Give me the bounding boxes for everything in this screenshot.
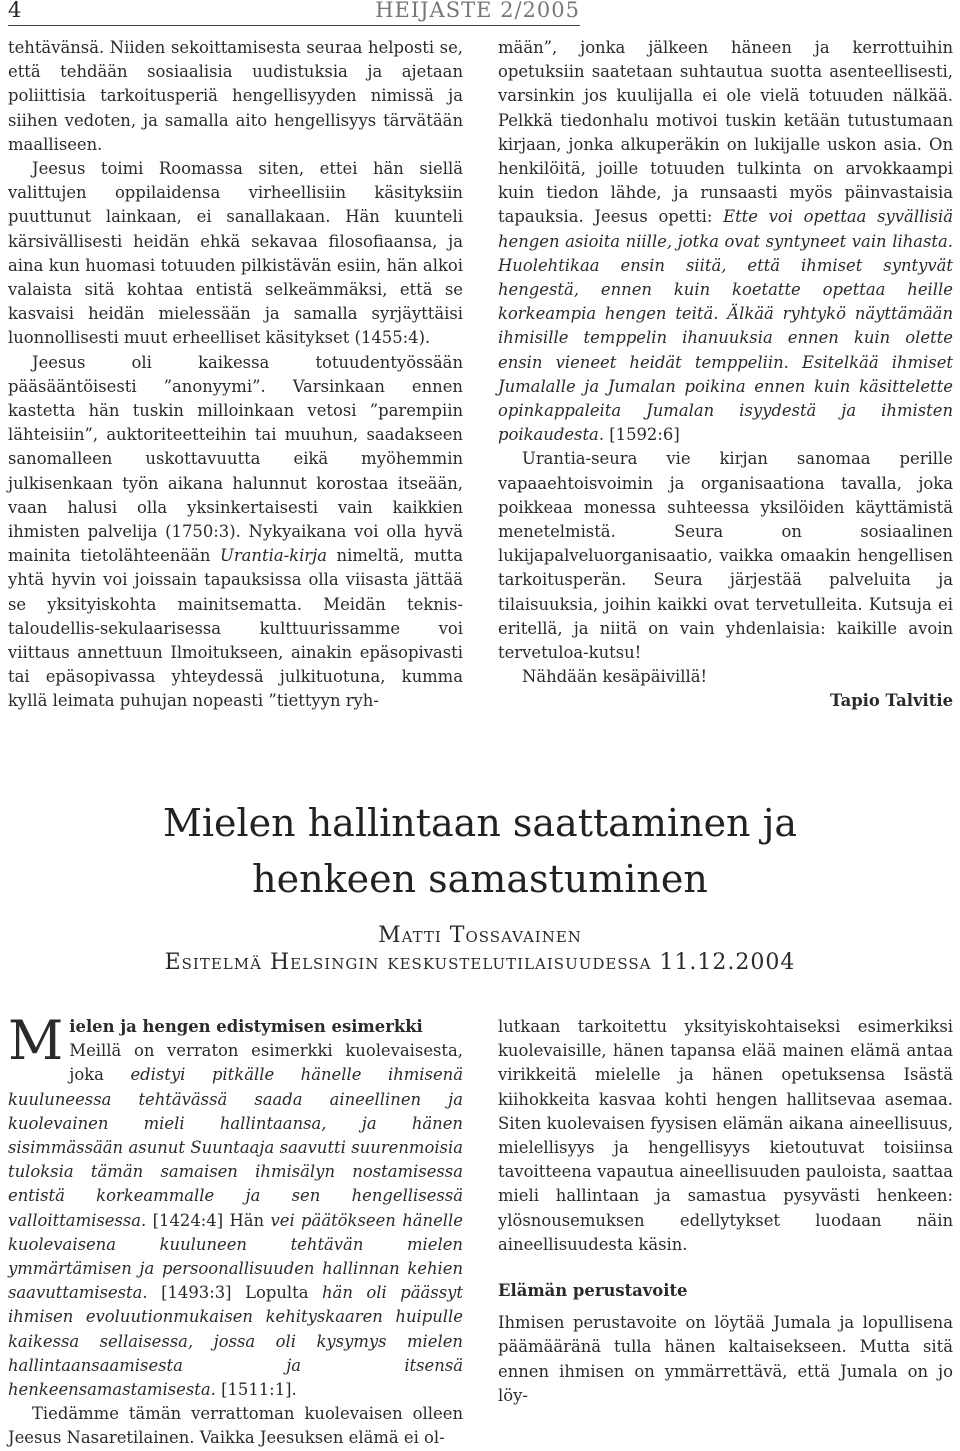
page-header bbox=[8, 0, 580, 24]
text-run: nimeltä, mutta yhtä hyvin voi joissain tapauksissa olla viisasta jättää se yksityiskohta mainitsematta. Meidän teknis-taloudellis-sekulaarisessa kulttuurissamme voi viittaus annettuun Ilmoitukseen, ainakin epäsopivasti tai epäsopivassa yhteydessä julkituotuna, kumma kyllä leimata puhujan nopeasti ”tiettyyn ryh- bbox=[8, 546, 463, 711]
text-run: mään”, jonka jälkeen häneen ja kerrottuihin opetuksiin saatetaan suhtautua suotta asenteellisesti, varsinkin jos kuulijalla ei ole vielä totuuden nälkää. Pelkkä tiedonhalu motivoi tuskin ketään tutustumaan kirjaan, jonka alkuperäkin on lukijalle uskon asia. On henkilöitä, joille totuuden tulkinta on arvokkaampi kuin tiedon lähde, ja runsaasti myös päinvastaisia tapauksia. Jeesus opetti: bbox=[498, 38, 953, 227]
drop-cap: M bbox=[8, 1009, 64, 1072]
text-run: Meillä on verraton esimerkki kuolevaisesta, joka bbox=[69, 1041, 463, 1085]
section-heading: Elämän perustavoite bbox=[498, 1281, 688, 1301]
title-line: Mielen hallintaan saattaminen ja bbox=[162, 801, 798, 845]
paragraph: Jeesus toimi Roomassa siten, ettei hän siellä valittujen oppilaidensa virheellisiin käsityksiin puuttunut lainkaan, ei sanallakaan. Hän kuunteli kärsivällisesti heidän ehkä sekavaa filosofiaansa, ja aina kun huomasi totuuden pilkistävän esiin, hän alkoi valaista sitä kohtaa entistä selkeämmäksi, että se kasvaisi heidän mielessään ja samalla syrjäyttäisi luonnollisesti muut erheelliset käsitykset (1455:4). bbox=[8, 159, 463, 348]
article-title bbox=[0, 795, 960, 907]
book-title: Urantia-kirja bbox=[220, 546, 327, 566]
column-bottom-left bbox=[8, 1009, 463, 1451]
paragraph bbox=[8, 1009, 463, 1402]
quote: edistyi pitkälle hänelle ihmisenä kuuluneessa tehtävässä saada aineellinen ja kuolevainen mieli hallintaansa, ja hänen sisimmässään asunut Suuntaaja saavutti suurenmoisia tuloksia tämän samaisen ihmisälyn nostamisessa entistä korkeammalle ja sen hengellisessä valloittamisessa. bbox=[8, 1065, 463, 1230]
column-top-right bbox=[498, 36, 953, 714]
quote: Ette voi opettaa syvällisiä hengen asioita niille, jotka ovat syntyneet vain lihasta. Huolehtikaa ensin siitä, että ihmiset syntyvät hengestä, ennen kuin koetatte opettaa heille korkeampia hengen teitä. Älkää ryhtykö näyttämään ihmisille temppelin ihanuuksia ennen kuin olette ensin vieneet heidät temppeliin. Esitelkää ihmiset Jumalalle ja Jumalan poikina ennen kuin käsittelette opinkappaleita Jumalan isyydestä ja ihmisten poikaudesta. bbox=[498, 207, 953, 445]
paragraph: Ihmisen perustavoite on löytää Jumala ja lopullisena päämääränä tulla hänen kaltaisekseen. Mutta sitä ennen ihmisen on ymmärrettävä, että Jumala on jo löy- bbox=[498, 1313, 953, 1405]
text-run: Jeesus oli kaikessa totuudentyössään pääsääntöisesti ”anonyymi”. Varsinkaan ennen kastetta hän tuskin milloinkaan vetosi ”parempiin lähteisiin”, auktoriteetteihin tai muuhun, saadakseen sanomalleen uskottavuutta eikä myöhemmin julkisenkaan työn aikana halunnut korostaa itseään, vaan halusi olla yksinkertaisesti vain kaikkien ihmisten palvelija (1750:3). Nykyaikana voi olla hyvä mainita tietolähteenään bbox=[8, 352, 463, 566]
paragraph: Urantia-seura vie kirjan sanomaa perille vapaaehtoisvoimin ja organisaationa tavalla, joka poikkeaa monessa suhteessa yksilöiden käyttämistä menetelmistä. Seura on sosiaalinen lukijapalveluorganisaatio, vaikka omaakin hengellisen tarkoitusperän. Seura järjestää palveluita ja tilaisuuksia, joihin kaikki ovat tervetulleita. Kutsuja ei eritellä, ja niitä on vain yhdenlaisia: kaikille avoin tervetuloa-kutsu! bbox=[498, 449, 953, 663]
column-top-left bbox=[8, 36, 463, 714]
quote: hän oli päässyt ihmisen evoluutionmukaisen kehityskaaren huipulle kaikessa sellaisessa, jossa oli kysymys mielen hallintaansaamisesta ja itsensä henkeensamastamisesta. bbox=[8, 1283, 463, 1400]
article-subtitle: Esitelmä Helsingin keskustelutilaisuudessa 11.12.2004 bbox=[164, 950, 796, 975]
paragraph: Tiedämme tämän verrattoman kuolevaisen olleen Jeesus Nasaretilainen. Vaikka Jeesuksen elämä ei ol- bbox=[8, 1404, 463, 1448]
section-heading: ielen ja hengen edistymisen esimerkki bbox=[69, 1017, 423, 1036]
paragraph: tehtävänsä. Niiden sekoittamisesta seuraa helposti se, että tehdään sosiaalisia uudistuksia ja ajetaan poliittisia tarkoitusperiä hengellisyyden nimissä ja siihen vedoten, ja samalla aito hengellisyys tärvätään maalliseen. bbox=[8, 38, 463, 154]
page-number: 4 bbox=[8, 0, 22, 22]
text-run: [1511:1]. bbox=[215, 1380, 297, 1400]
signoff: Nähdään kesäpäivillä! bbox=[522, 667, 708, 687]
quote: vei päätökseen hänelle kuolevaisena kuuluneen tehtävän mielen ymmärtämisen ja persoonallisuuden hallinnan kehien saavuttamisesta. bbox=[8, 1210, 463, 1303]
paragraph: lutkaan tarkoitettu yksityiskohtaiseksi esimerkiksi kuolevaisille, hänen tapansa elää mainen elämä antaa virikkeitä mielelle ja hänen opetuksensa Isästä kiihokkeita kasvaa kohti hengen hallitsevaa asemaa. Siten kuolevaisen fyysisen elämän aikana aineellisuus, mielellisyys ja hengellisyys kietoutuvat toisiinsa tavoitteena vapautua aineellisuuden pauloista, saattaa mieli hallintaan ja samastua pysyvästi henkeen: ylösnousemuksen edellytykset luodaan näin aineellisuudesta käsin. bbox=[498, 1017, 953, 1254]
text-run: [1424:4] Hän bbox=[146, 1210, 271, 1230]
journal-title: HEIJASTE 2/2005 bbox=[375, 0, 580, 22]
paragraph bbox=[8, 351, 463, 714]
article-author-signature: Tapio Talvitie bbox=[829, 691, 953, 711]
paragraph bbox=[498, 36, 953, 447]
header-rule bbox=[8, 25, 580, 26]
reference: [1592:6] bbox=[604, 425, 680, 445]
text-run: [1493:3] Lopulta bbox=[147, 1283, 322, 1303]
column-bottom-right bbox=[498, 1015, 953, 1408]
article-author: Matti Tossavainen bbox=[378, 923, 582, 948]
title-line: henkeen samastuminen bbox=[252, 857, 708, 901]
